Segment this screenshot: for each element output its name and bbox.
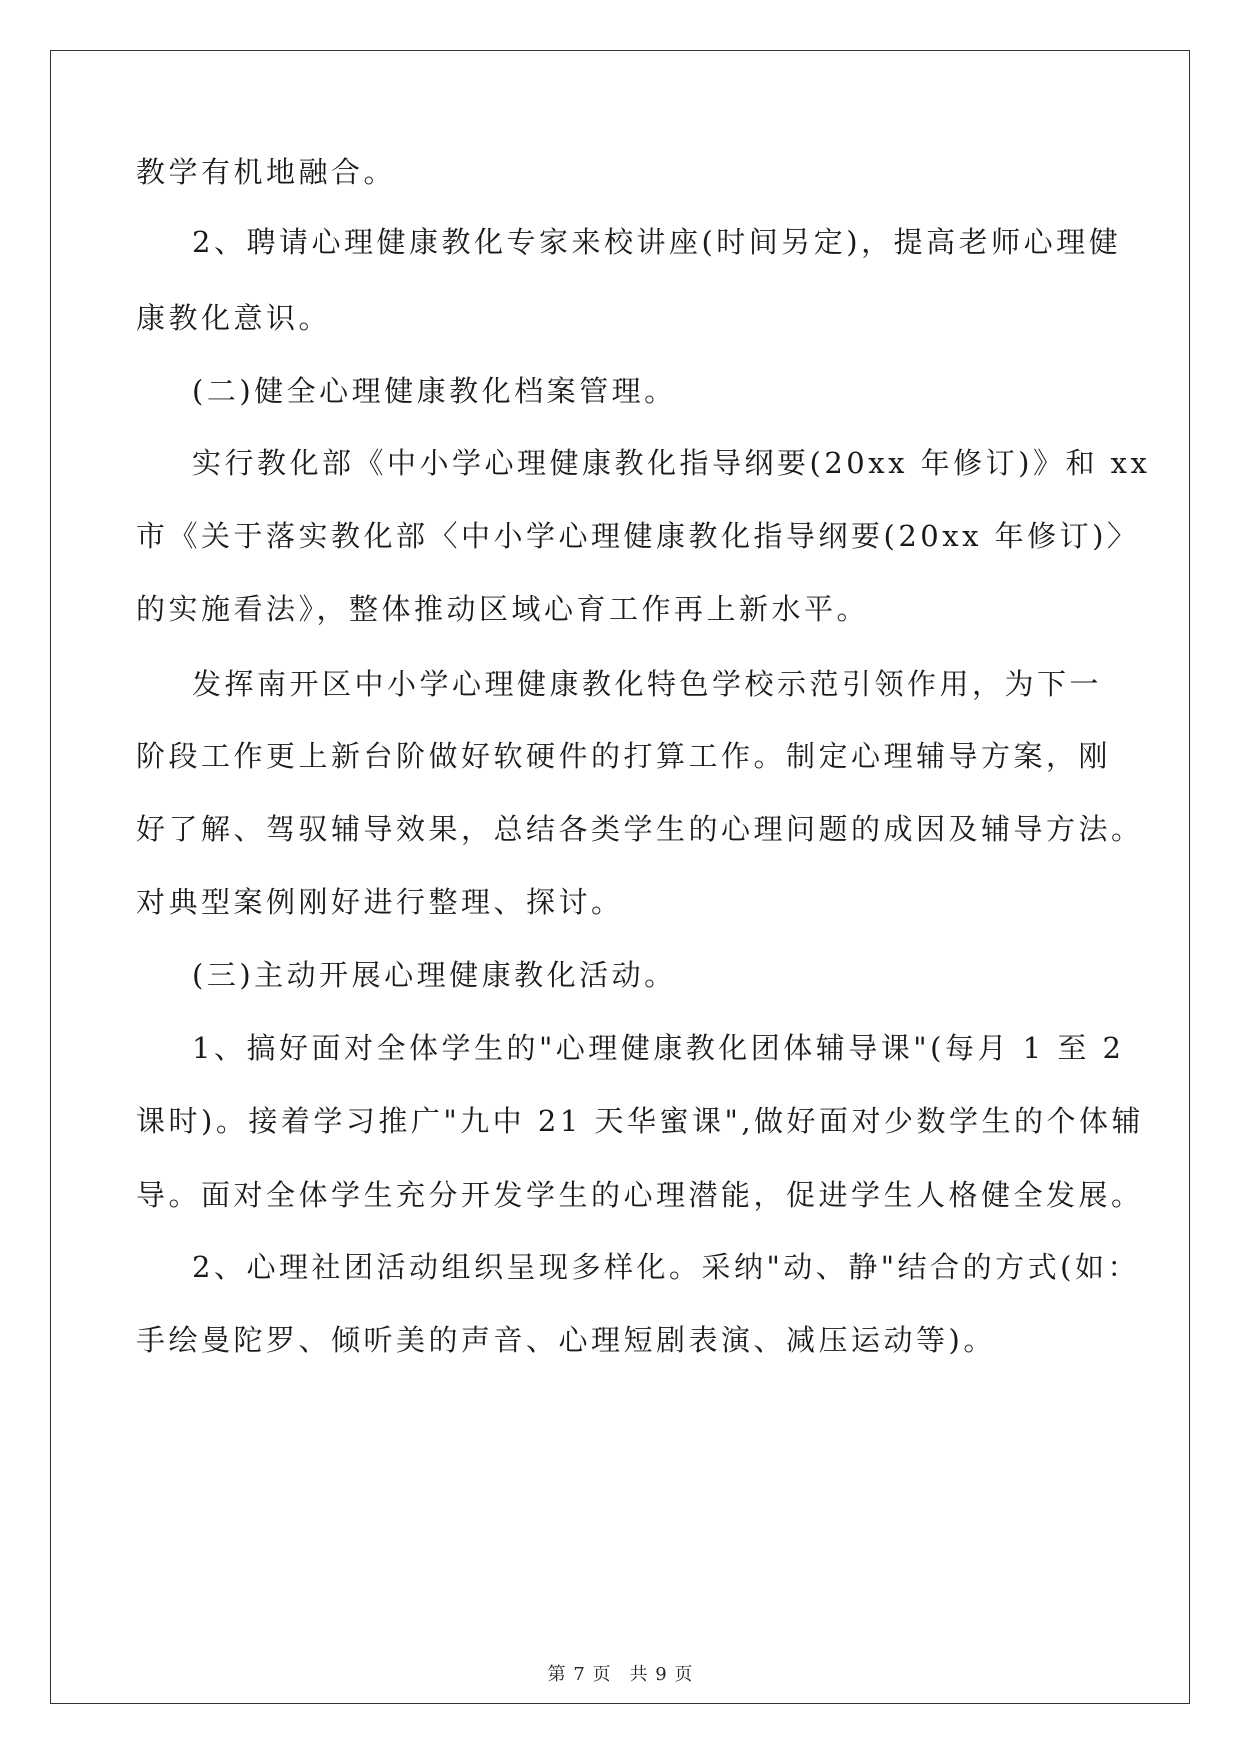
text-line: 导。面对全体学生充分开发学生的心理潜能，促进学生人格健全发展。 <box>136 1178 1144 1212</box>
text-line: 1、搞好面对全体学生的"心理健康教化团体辅导课"(每月 1 至 2 <box>192 1031 1125 1065</box>
text-line: 手绘曼陀罗、倾听美的声音、心理短剧表演、减压运动等)。 <box>136 1323 996 1357</box>
section-heading: (三)主动开展心理健康教化活动。 <box>192 958 677 992</box>
text-line: 的实施看法》，整体推动区域心育工作再上新水平。 <box>136 592 870 626</box>
text-line: 对典型案例刚好进行整理、探讨。 <box>136 885 624 919</box>
section-heading: (二)健全心理健康教化档案管理。 <box>192 374 677 408</box>
text-line: 课时)。接着学习推广"九中 21 天华蜜课",做好面对少数学生的个体辅 <box>136 1104 1145 1138</box>
current-page-number: 第 7 页 <box>547 1664 612 1685</box>
text-line: 市《关于落实教化部〈中小学心理健康教化指导纲要(20xx 年修订)〉 <box>136 519 1140 553</box>
text-line: 好了解、驾驭辅导效果，总结各类学生的心理问题的成因及辅导方法。 <box>136 812 1144 846</box>
text-line: 2、心理社团活动组织呈现多样化。采纳"动、静"结合的方式(如： <box>192 1250 1140 1284</box>
text-line: 教学有机地融合。 <box>136 155 397 189</box>
total-pages: 共 9 页 <box>629 1664 694 1685</box>
text-line: 康教化意识。 <box>136 301 332 335</box>
text-line: 阶段工作更上新台阶做好软硬件的打算工作。制定心理辅导方案，刚 <box>136 739 1112 773</box>
text-line: 2、聘请心理健康教化专家来校讲座(时间另定)，提高老师心理健 <box>192 225 1122 259</box>
text-line: 实行教化部《中小学心理健康教化指导纲要(20xx 年修订)》和 xx <box>192 446 1151 480</box>
text-line: 发挥南开区中小学心理健康教化特色学校示范引领作用，为下一 <box>192 667 1103 701</box>
page-footer <box>0 1660 1241 1686</box>
